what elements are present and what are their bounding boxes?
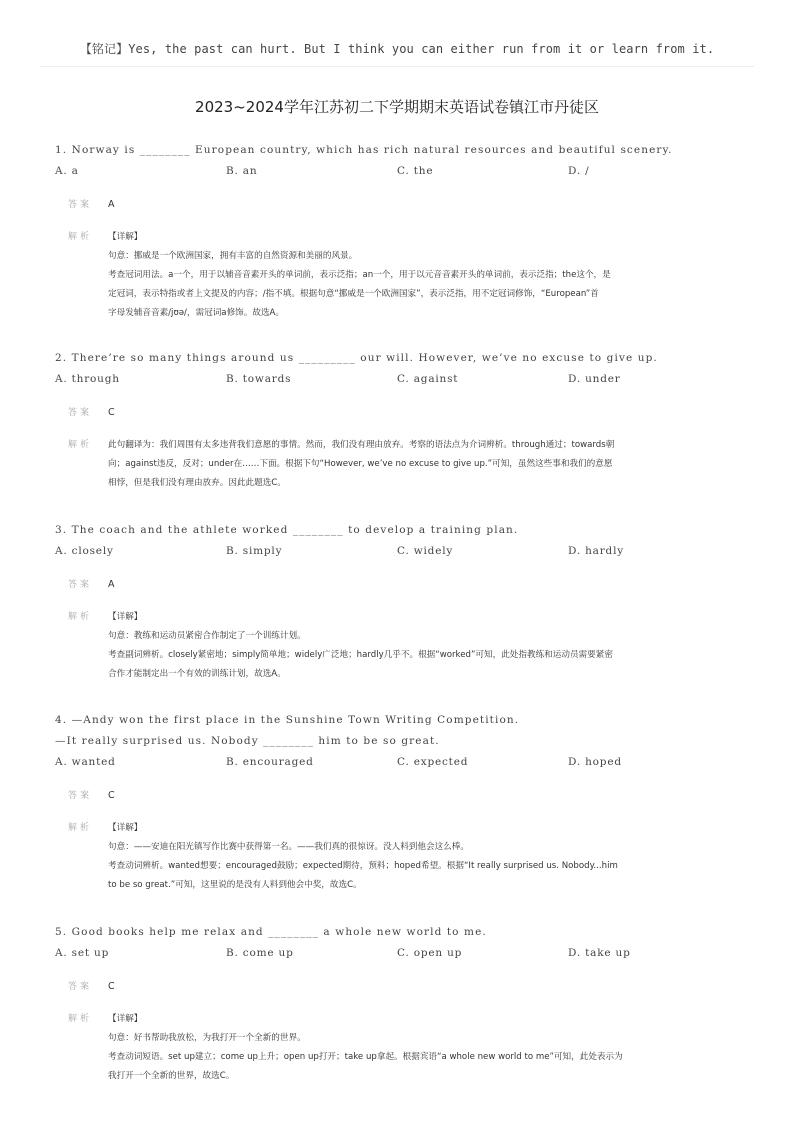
explanation-line: 相悖，但是我们没有理由放弃。因此此题选C。: [108, 478, 286, 488]
explanation-body: [108, 608, 748, 684]
explanation-line: 考查副词辨析。closely紧密地；simply简单地；widely广泛地；hardly几乎不。根据“worked”可知，此处指教练和运动员需要紧密: [108, 650, 613, 660]
option-b: B. simply: [226, 545, 283, 557]
explanation-label: 解析: [68, 1014, 93, 1024]
question-4: [55, 710, 755, 895]
answer-row: [55, 787, 755, 805]
explanation-line: 【详解】: [108, 823, 143, 833]
option-d: D. take up: [568, 947, 631, 959]
explanation-line: 定冠词，表示特指或者上文提及的内容；/指不填。根据句意“挪威是一个欧洲国家”，表示泛指，用不定冠词修饰，“European”首: [108, 289, 599, 299]
explanation-line: 句意：——安迪在阳光镇写作比赛中获得第一名。——我们真的很惊讶。没人料到他会这么棒。: [108, 842, 469, 852]
answer-label: 答案: [68, 200, 93, 210]
option-d: D. under: [568, 373, 621, 385]
answer-value: A: [108, 199, 115, 210]
option-d: D. hardly: [568, 545, 624, 557]
explanation-line: 此句翻译为：我们周围有太多违背我们意愿的事情。然而，我们没有理由放弃。考察的语法点为介词辨析。through通过；towards朝: [108, 440, 615, 450]
explanation-row: [55, 608, 755, 684]
option-a: A. wanted: [55, 756, 116, 768]
page-title: 2023~2024学年江苏初二下学期期末英语试卷镇江市丹徒区: [195, 98, 599, 116]
options-row: [55, 161, 755, 182]
answer-label: 答案: [68, 791, 93, 801]
option-d: D. /: [568, 165, 590, 177]
options-row: [55, 752, 755, 773]
question-stem: 1. Norway is ________ European country, which has rich natural resources and beautiful scenery.: [55, 144, 673, 156]
answer-value: C: [108, 790, 115, 801]
answer-label: 答案: [68, 408, 93, 418]
answer-row: [55, 576, 755, 594]
answer-row: [55, 978, 755, 996]
answer-value: C: [108, 981, 115, 992]
explanation-line: 字母发辅音音素/jʊə/，需冠词a修饰。故选A。: [108, 308, 285, 318]
explanation-row: [55, 819, 755, 895]
question-stem: 5. Good books help me relax and ________ a whole new world to me.: [55, 926, 487, 938]
option-d: D. hoped: [568, 756, 622, 768]
explanation-body: [108, 819, 748, 895]
explanation-body: [108, 436, 748, 493]
explanation-label: 解析: [68, 612, 93, 622]
explanation-label: 解析: [68, 823, 93, 833]
option-b: B. an: [226, 165, 258, 177]
question-stem: 3. The coach and the athlete worked ________ to develop a training plan.: [55, 524, 519, 536]
option-c: C. widely: [397, 545, 454, 557]
question-stem: 2. There’re so many things around us _________ our will. However, we’ve no excuse to give up.: [55, 352, 658, 364]
explanation-line: 句意：教练和运动员紧密合作制定了一个训练计划。: [108, 631, 306, 641]
options-row: [55, 369, 755, 390]
motto: 【铭记】Yes, the past can hurt. But I think you can either run from it or learn from it.: [79, 42, 715, 56]
answer-value: A: [108, 579, 115, 590]
options-row: [55, 541, 755, 562]
question-stem: 4. —Andy won the first place in the Sunshine Town Writing Competition.: [55, 714, 520, 726]
option-a: A. a: [55, 165, 79, 177]
explanation-line: 【详解】: [108, 1014, 143, 1024]
explanation-label: 解析: [68, 440, 93, 450]
explanation-row: [55, 228, 755, 323]
explanation-label: 解析: [68, 232, 93, 242]
option-b: B. encouraged: [226, 756, 314, 768]
question-3: [55, 520, 755, 684]
option-c: C. expected: [397, 756, 469, 768]
question-2: [55, 348, 755, 493]
answer-label: 答案: [68, 580, 93, 590]
question-5: [55, 922, 755, 1086]
answer-row: [55, 196, 755, 214]
options-row: [55, 943, 755, 964]
question-1: [55, 140, 755, 323]
explanation-line: 我打开一个全新的世界，故选C。: [108, 1071, 235, 1081]
header-divider: [40, 66, 754, 67]
option-a: A. through: [55, 373, 120, 385]
explanation-line: 考查动词短语。set up建立；come up上升；open up打开；take up拿起。根据宾语“a whole new world to me”可知，此处表示为: [108, 1052, 623, 1062]
explanation-line: 考查冠词用法。a一个，用于以辅音音素开头的单词前，表示泛指；an一个，用于以元音音素开头的单词前，表示泛指；the这个，是: [108, 270, 611, 280]
option-c: C. the: [397, 165, 434, 177]
answer-label: 答案: [68, 982, 93, 992]
option-a: A. closely: [55, 545, 114, 557]
option-c: C. against: [397, 373, 459, 385]
explanation-body: [108, 1010, 748, 1086]
explanation-row: [55, 436, 755, 493]
explanation-line: 考查动词辨析。wanted想要；encouraged鼓励；expected期待，预料；hoped希望。根据“It really surprised us. Nobody...him: [108, 861, 618, 871]
explanation-line: to be so great.”可知，这里说的是没有人料到他会中奖，故选C。: [108, 880, 362, 890]
explanation-line: 句意：好书帮助我放松，为我打开一个全新的世界。: [108, 1033, 306, 1043]
explanation-body: [108, 228, 748, 323]
option-b: B. towards: [226, 373, 292, 385]
option-c: C. open up: [397, 947, 463, 959]
explanation-line: 【详解】: [108, 612, 143, 622]
option-a: A. set up: [55, 947, 110, 959]
answer-value: C: [108, 407, 115, 418]
answer-row: [55, 404, 755, 422]
question-stem: —It really surprised us. Nobody ________ him to be so great.: [55, 735, 440, 747]
explanation-row: [55, 1010, 755, 1086]
explanation-line: 句意：挪威是一个欧洲国家，拥有丰富的自然资源和美丽的风景。: [108, 251, 358, 261]
option-b: B. come up: [226, 947, 294, 959]
explanation-line: 合作才能制定出一个有效的训练计划，故选A。: [108, 669, 286, 679]
explanation-line: 向；against违反，反对；under在……下面。根据下句“However, we’ve no excuse to give up.”可知，虽然这些事和我们的意愿: [108, 459, 613, 469]
explanation-line: 【详解】: [108, 232, 143, 242]
